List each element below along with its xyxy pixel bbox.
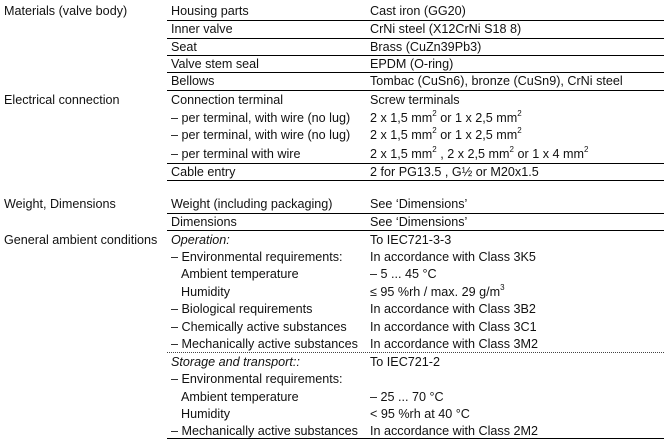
row-value: ≤ 95 %rh / max. 29 $g/m^3$ [370, 282, 505, 299]
row-value: – 25 ... 70 °C [370, 390, 444, 404]
row-label: Cable entry [171, 165, 236, 179]
section-title: Weight, Dimensions [4, 197, 116, 211]
row-label: – Mechanically active substances [171, 424, 358, 438]
table-row [0, 39, 671, 56]
table-row [0, 92, 671, 109]
table-row [0, 164, 671, 181]
row-value: In accordance with Class 3M2 [370, 337, 538, 351]
table-row [0, 249, 671, 266]
row-label: – per terminal with wire [171, 147, 301, 161]
table-row [0, 3, 671, 20]
row-label: – Environmental requirements: [171, 372, 343, 386]
row-divider [167, 90, 664, 91]
row-value: In accordance with Class 3B2 [370, 302, 536, 316]
table-row [0, 266, 671, 283]
table-row [0, 319, 671, 336]
table-row [0, 406, 671, 423]
row-label: Ambient temperature [181, 390, 299, 404]
section-title: General ambient conditions [4, 233, 158, 247]
row-label: Housing parts [171, 4, 249, 18]
row-value: 2 for PG13.5 , G½ or M20x1.5 [370, 165, 539, 179]
row-value: – 5 ... 45 °C [370, 267, 437, 281]
table-row [0, 146, 671, 163]
row-label: – per terminal, with wire (no lug) [171, 111, 351, 125]
row-value: CrNi steel (X12CrNi S18 8) [370, 22, 522, 36]
row-label: Weight (including packaging) [171, 197, 333, 211]
row-label: – Chemically active substances [171, 320, 347, 334]
row-value: See ‘Dimensions’ [370, 197, 468, 211]
row-value: Cast iron (GG20) [370, 4, 466, 18]
table-row [0, 354, 671, 371]
row-label: – Mechanically active substances [171, 337, 358, 351]
row-value: See ‘Dimensions’ [370, 215, 468, 229]
row-label: Humidity [181, 407, 230, 421]
row-label: – per terminal, with wire (no lug) [171, 128, 351, 142]
row-value: < 95 %rh at 40 °C [370, 407, 470, 421]
table-row [0, 284, 671, 301]
row-label: Storage and transport:: [171, 355, 300, 369]
section-title: Materials (valve body) [4, 4, 128, 18]
table-row [0, 232, 671, 249]
table-row [0, 336, 671, 353]
row-label: Inner valve [171, 22, 233, 36]
table-row [0, 214, 671, 231]
row-value: To IEC721-2 [370, 355, 441, 369]
row-value: EPDM (O-ring) [370, 57, 454, 71]
row-value: In accordance with Class 3K5 [370, 250, 536, 264]
table-row [0, 301, 671, 318]
row-value: Brass (CuZn39Pb3) [370, 40, 482, 54]
table-row [0, 127, 671, 144]
row-label: Seat [171, 40, 197, 54]
row-value: In accordance with Class 2M2 [370, 424, 538, 438]
row-label: Humidity [181, 285, 230, 299]
row-label: Bellows [171, 74, 215, 88]
row-value: To IEC721-3-3 [370, 233, 452, 247]
row-divider-dotted [167, 352, 664, 353]
row-label: Connection terminal [171, 93, 284, 107]
section-title: Electrical connection [4, 93, 120, 107]
row-value: Tombac (CuSn6), bronze (CuSn9), CrNi steel [370, 74, 623, 88]
row-value: 2 x 1,5 $mm^2$ or 1 x 2,5 $mm^2$ [370, 108, 522, 125]
table-row [0, 21, 671, 38]
table-row [0, 196, 671, 213]
table-row [0, 110, 671, 127]
table-row [0, 73, 671, 90]
row-label: – Environmental requirements: [171, 250, 343, 264]
row-label: Operation: [171, 233, 230, 247]
row-label: Valve stem seal [171, 57, 259, 71]
row-label: Ambient temperature [181, 267, 299, 281]
row-value: In accordance with Class 3C1 [370, 320, 537, 334]
table-row [0, 389, 671, 406]
row-divider [167, 180, 664, 181]
row-value: 2 x 1,5 $mm^2$ or 1 x 2,5 $mm^2$ [370, 125, 522, 142]
row-value: Screw terminals [370, 93, 460, 107]
row-label: – Biological requirements [171, 302, 313, 316]
row-label: Dimensions [171, 215, 237, 229]
row-divider [167, 230, 664, 231]
table-row [0, 371, 671, 388]
table-row [0, 56, 671, 73]
row-value: 2 x 1,5 $mm^2$ , 2 x 2,5 $mm^2$ or 1 x 4 $mm^2$ [370, 144, 589, 161]
